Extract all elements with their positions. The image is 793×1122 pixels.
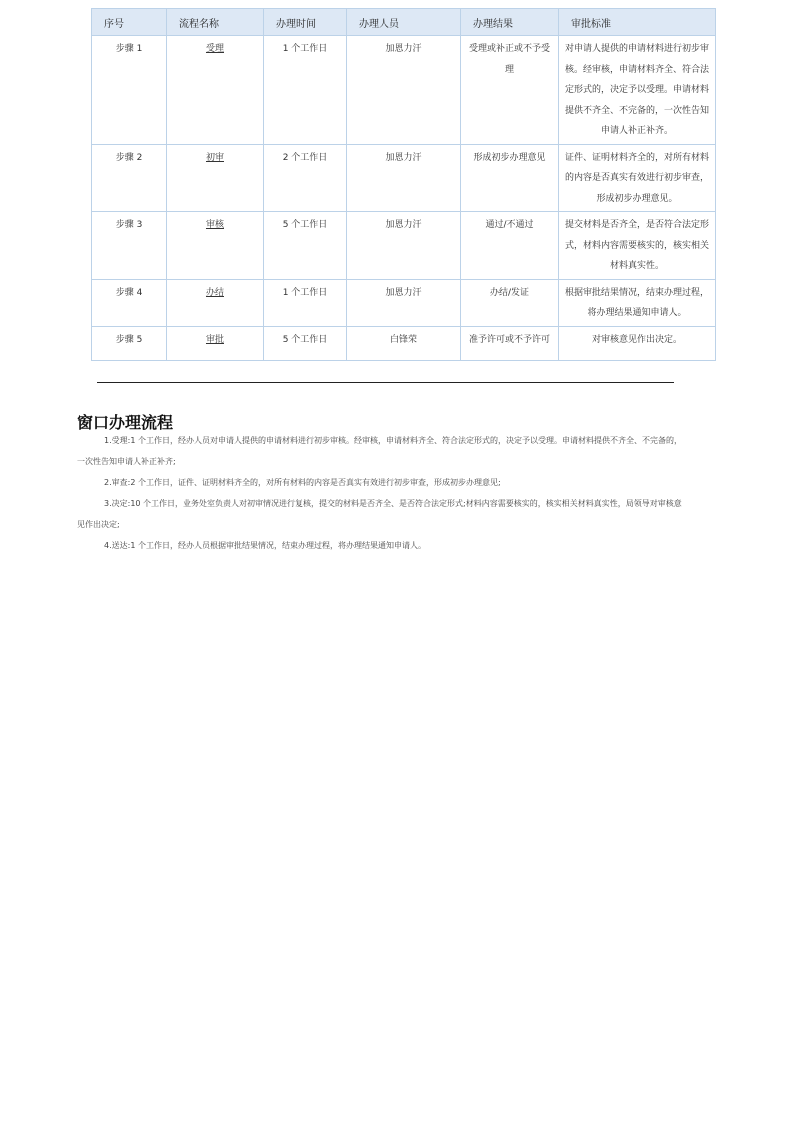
process-paragraph-review: 2.审查:2 个工作日，证件、证明材料齐全的，对所有材料的内容是否真实有效进行初步审查，形成初步办理意见; [104, 478, 501, 487]
cell-staff: 加恩力汗 [347, 212, 461, 280]
cell-step: 步骤 5 [92, 326, 167, 360]
process-link[interactable]: 审核 [205, 220, 224, 230]
cell-time: 5 个工作日 [264, 326, 347, 360]
cell-process[interactable] [167, 279, 264, 326]
cell-result: 形成初步办理意见 [461, 144, 559, 212]
header-staff: 办理人员 [347, 9, 461, 36]
cell-standard: 提交材料是否齐全，是否符合法定形式，材料内容需要核实的，核实相关材料真实性。 [559, 212, 716, 280]
cell-time: 2 个工作日 [264, 144, 347, 212]
cell-process[interactable] [167, 326, 264, 360]
cell-staff: 白锋荣 [347, 326, 461, 360]
header-standard: 审批标准 [559, 9, 716, 36]
cell-step: 步骤 1 [92, 36, 167, 145]
table-row [92, 326, 716, 360]
process-paragraph-delivery: 4.送达:1 个工作日，经办人员根据审批结果情况，结束办理过程，将办理结果通知申请人。 [104, 541, 426, 550]
cell-step: 步骤 2 [92, 144, 167, 212]
cell-time: 1 个工作日 [264, 279, 347, 326]
header-time: 办理时间 [264, 9, 347, 36]
cell-standard: 证件、证明材料齐全的，对所有材料的内容是否真实有效进行初步审查，形成初步办理意见。 [559, 144, 716, 212]
table-row [92, 144, 716, 212]
cell-process[interactable] [167, 144, 264, 212]
cell-result: 办结/发证 [461, 279, 559, 326]
approval-process-table [91, 8, 716, 361]
cell-result: 受理或补正或不予受理 [461, 36, 559, 145]
process-link[interactable]: 审批 [205, 334, 224, 345]
cell-staff: 加恩力汗 [347, 144, 461, 212]
cell-standard: 根据审批结果情况，结束办理过程，将办理结果通知申请人。 [559, 279, 716, 326]
cell-standard: 对申请人提供的申请材料进行初步审核。经审核，申请材料齐全、符合法定形式的，决定予以受理。申请材料提供不齐全、不完备的，一次性告知申请人补正补齐。 [559, 36, 716, 145]
cell-process[interactable] [167, 36, 264, 145]
process-link[interactable]: 受理 [205, 44, 224, 54]
process-link[interactable]: 初审 [205, 152, 224, 163]
cell-step: 步骤 3 [92, 212, 167, 280]
cell-result: 通过/不通过 [461, 212, 559, 280]
table-row [92, 279, 716, 326]
cell-standard: 对审核意见作出决定。 [559, 326, 716, 360]
cell-result: 准予许可或不予许可 [461, 326, 559, 360]
process-link[interactable]: 办结 [205, 287, 224, 298]
header-step: 序号 [92, 9, 167, 36]
cell-staff: 加恩力汗 [347, 279, 461, 326]
cell-time: 1 个工作日 [264, 36, 347, 145]
cell-staff: 加恩力汗 [347, 36, 461, 145]
cell-process[interactable] [167, 212, 264, 280]
header-result: 办理结果 [461, 9, 559, 36]
process-paragraph-decision: 3.决定:10 个工作日，业务处室负责人对初审情况进行复核，提交的材料是否齐全、是否符合法定形式;材料内容需要核实的，核实相关材料真实性，局领导对审核意见作出决定; [77, 499, 682, 529]
table-row [92, 212, 716, 280]
table-row [92, 36, 716, 145]
process-paragraph-accept: 1.受理:1 个工作日，经办人员对申请人提供的申请材料进行初步审核。经审核，申请材料齐全、符合法定形式的，决定予以受理。申请材料提供不齐全、不完备的，一次性告知申请人补正补齐; [77, 436, 682, 466]
cell-step: 步骤 4 [92, 279, 167, 326]
horizontal-divider [97, 382, 674, 383]
cell-time: 5 个工作日 [264, 212, 347, 280]
section-title: 窗口办理流程 [77, 413, 174, 432]
header-process-name: 流程名称 [167, 9, 264, 36]
table-header-row [92, 9, 716, 36]
